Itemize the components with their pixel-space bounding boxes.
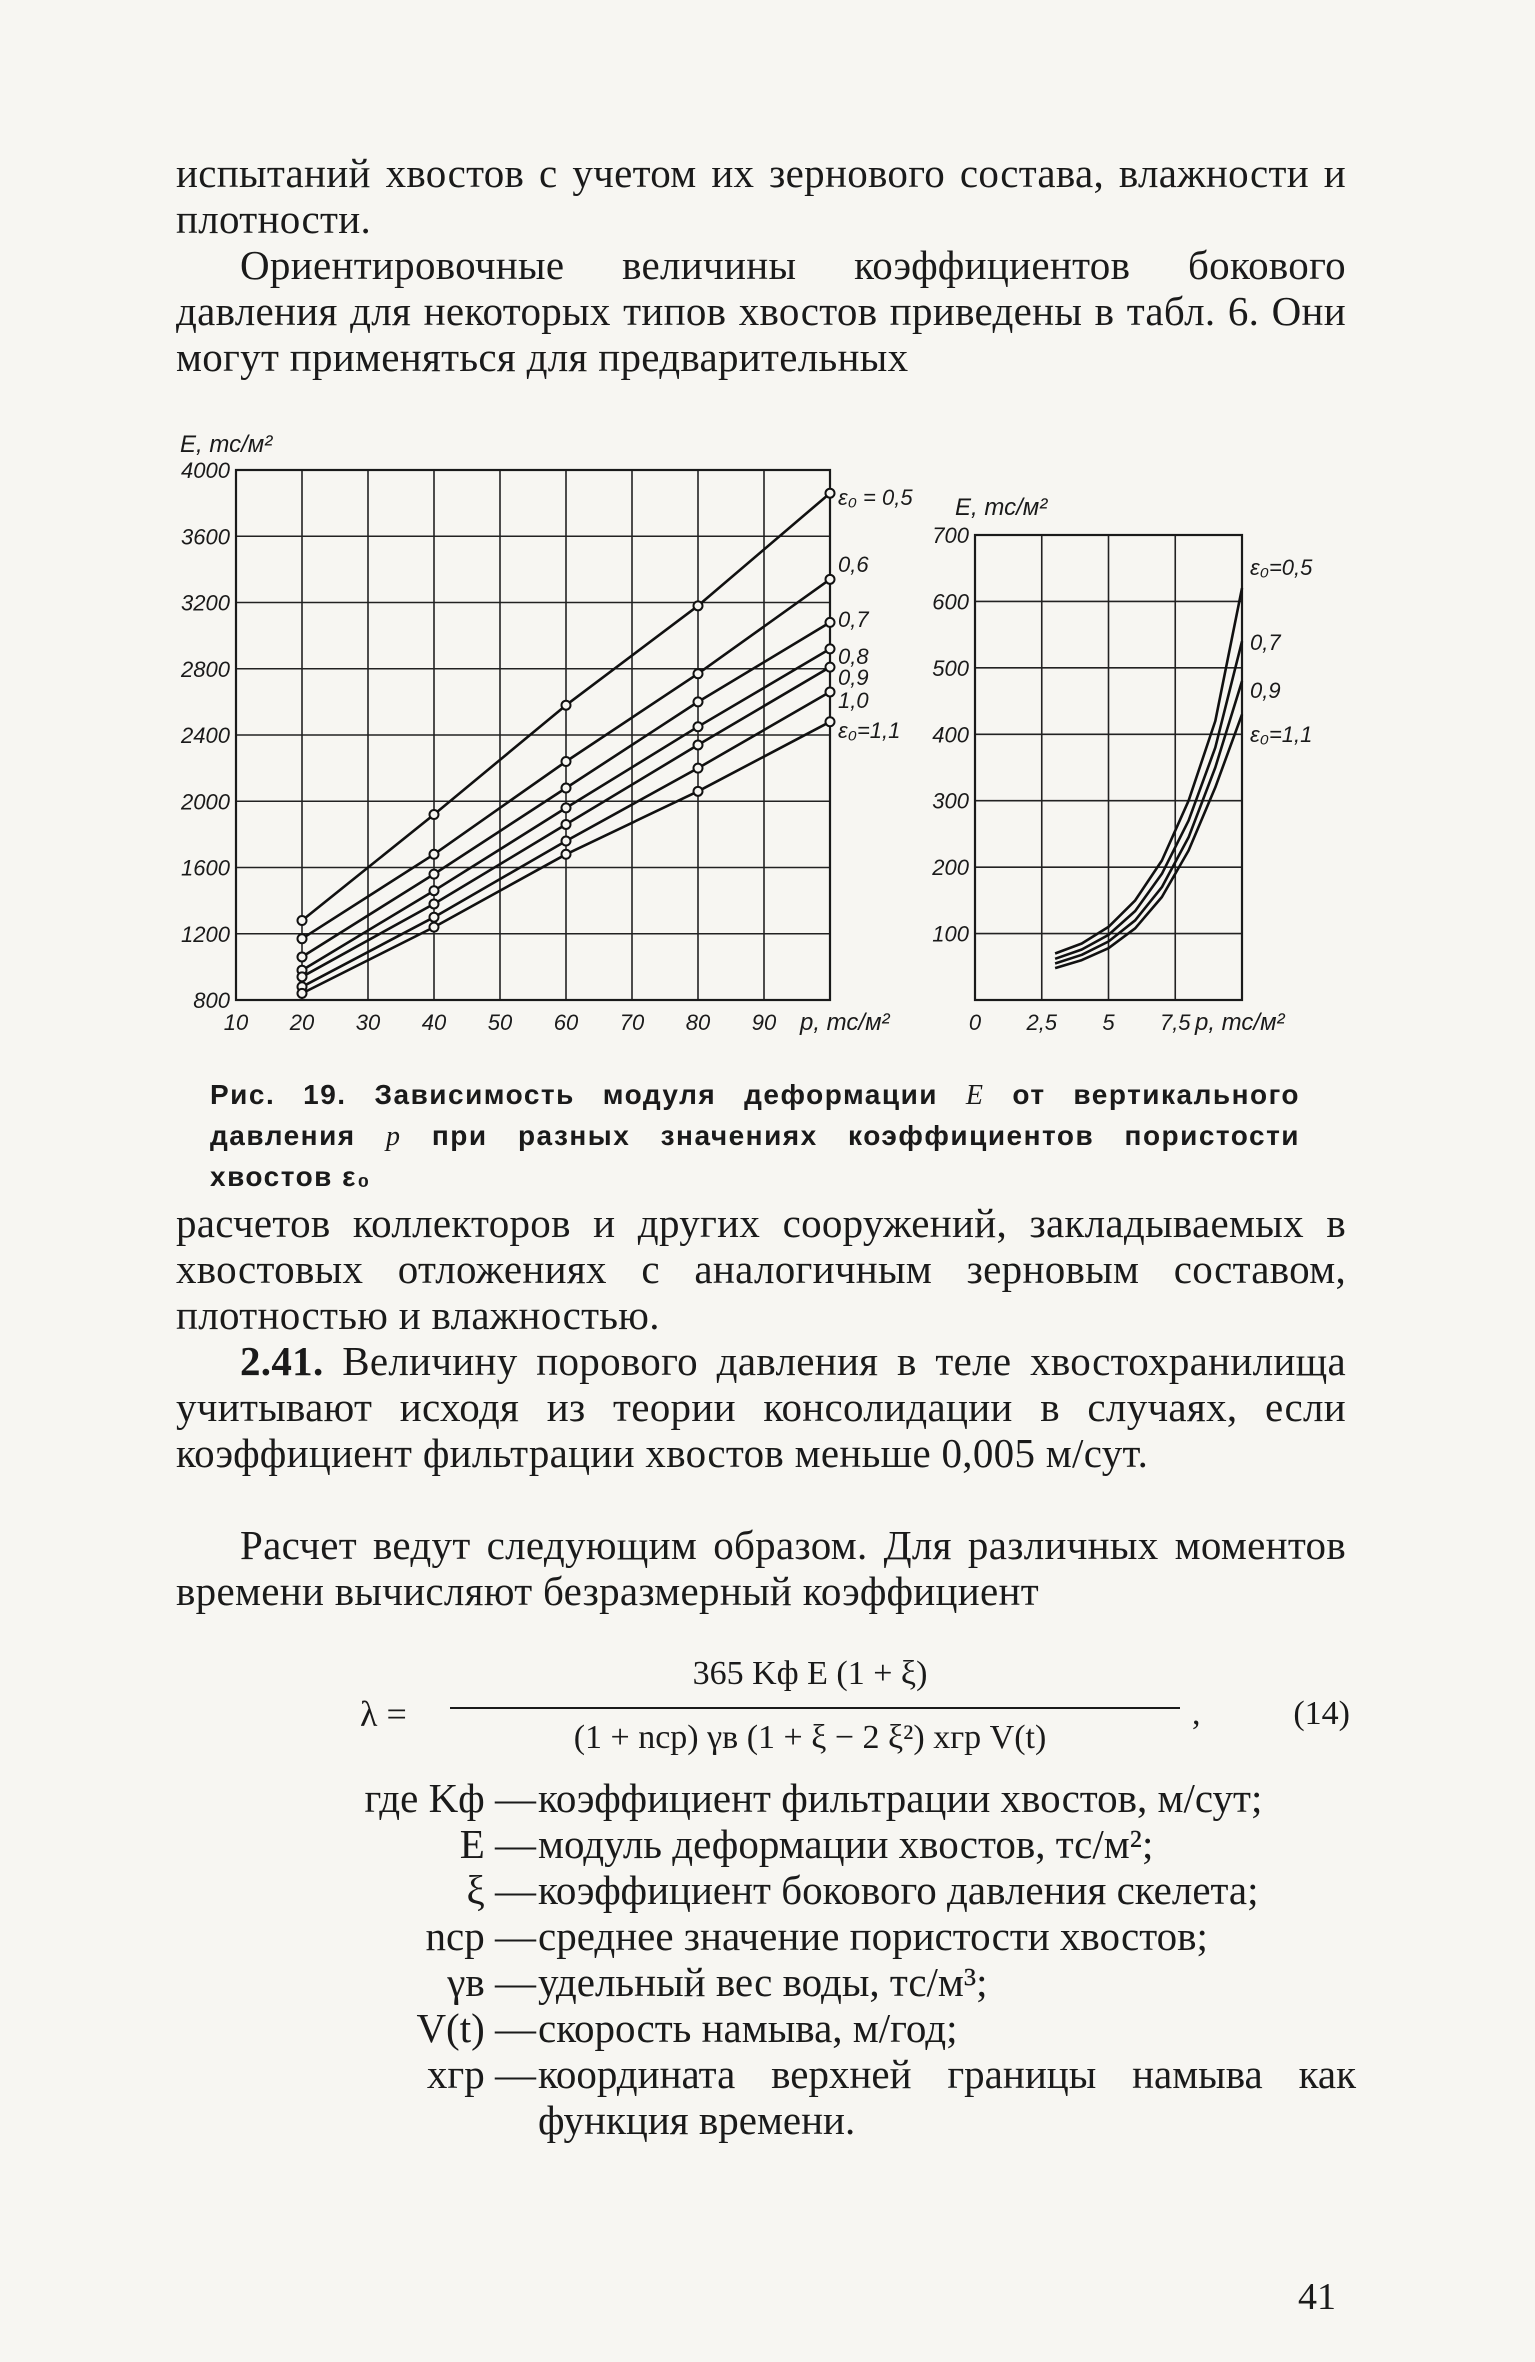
series-label: 0,9	[838, 665, 869, 690]
series-label: 0,6	[838, 552, 869, 577]
definition-text: модуль деформации хвостов, тс/м²;	[538, 1821, 1154, 1867]
data-point	[826, 489, 835, 498]
data-point	[694, 740, 703, 749]
caption-text-2: от вертикального давления	[210, 1079, 1301, 1151]
data-point	[694, 601, 703, 610]
data-point	[562, 850, 571, 859]
section-number: 2.41.	[240, 1338, 324, 1384]
data-point	[562, 803, 571, 812]
definition-row	[176, 1775, 1356, 1821]
data-point	[826, 717, 835, 726]
x-tick-label: 10	[223, 1010, 249, 1035]
data-point	[562, 784, 571, 793]
definition-symbol: где Kф —	[364, 1775, 536, 1821]
definition-text: коэффициент бокового давления скелета;	[538, 1867, 1259, 1913]
x-tick-label: 5	[1102, 1010, 1115, 1035]
y-tick-label: 300	[932, 788, 969, 814]
data-point	[694, 669, 703, 678]
y-tick-label: 1600	[181, 855, 230, 881]
x-tick-label: 80	[685, 1010, 711, 1035]
y-tick-label: 400	[932, 722, 969, 748]
formula-number: (14)	[1293, 1695, 1350, 1732]
fraction-bar	[450, 1707, 1180, 1709]
data-point	[562, 820, 571, 829]
definition-row	[176, 1867, 1356, 1913]
caption-e-symbol: E	[965, 1080, 985, 1111]
data-point	[826, 687, 835, 696]
formula-comma: ,	[1192, 1695, 1201, 1732]
series-label: ε₀=1,1	[838, 718, 901, 743]
x-tick-label: 40	[421, 1010, 447, 1035]
y-tick-label: 1200	[181, 921, 230, 947]
caption-text-3: при разных значениях коэффициентов пористости хвостов ε₀	[210, 1120, 1301, 1192]
x-tick-label: 2,5	[1026, 1010, 1058, 1035]
x-tick-label: 7,5	[1159, 1010, 1191, 1035]
y-axis-label: E, тс/м²	[955, 494, 1048, 521]
series-label: 1,0	[838, 688, 869, 713]
formula-denominator: (1 + nср) γв (1 + ξ − 2 ξ²) xгр V(t)	[573, 1719, 1047, 1756]
data-point	[826, 644, 835, 653]
paragraph-coefficients: Ориентировочные величины коэффициентов бокового давления для некоторых типов хвостов приведены в табл. 6. Они могут применяться для предварительных	[176, 242, 1346, 380]
data-point	[562, 701, 571, 710]
paragraph-calculation-method: Расчет ведут следующим образом. Для различных моментов времени вычисляют безразмерный коэффициент	[176, 1522, 1346, 1614]
definition-symbol: γв —	[447, 1959, 536, 2005]
y-axis-label: E, тс/м²	[180, 431, 273, 458]
x-tick-label: 20	[289, 1010, 315, 1035]
section-text: Величину порового давления в теле хвостохранилища учитывают исходя из теории консолидации в случаях, если коэффициент фильтрации хвостов меньше 0,005 м/сут.	[176, 1338, 1346, 1476]
data-point	[430, 923, 439, 932]
data-point	[430, 870, 439, 879]
definition-symbol: V(t) —	[416, 2005, 536, 2051]
definition-symbol: xгр —	[426, 2051, 536, 2097]
data-point	[694, 697, 703, 706]
series-label: ε₀=0,5	[1250, 555, 1313, 580]
formula-lhs: λ =	[360, 1694, 407, 1734]
y-tick-label: 2000	[181, 789, 230, 815]
data-point	[694, 787, 703, 796]
series-label: 0,8	[838, 644, 869, 669]
y-tick-label: 2800	[181, 656, 230, 682]
data-point	[298, 934, 307, 943]
definition-row	[176, 2005, 1356, 2051]
data-point	[430, 886, 439, 895]
data-point	[298, 972, 307, 981]
y-tick-label: 200	[932, 855, 969, 881]
y-tick-label: 4000	[181, 458, 230, 483]
data-point	[826, 618, 835, 627]
y-tick-label: 600	[932, 589, 969, 615]
series-label: 0,7	[1250, 630, 1281, 655]
paragraph-intro: испытаний хвостов с учетом их зернового состава, влажности и плотности.	[176, 150, 1346, 242]
data-point	[430, 899, 439, 908]
data-point	[826, 663, 835, 672]
data-point	[298, 952, 307, 961]
series-label: 0,7	[838, 607, 869, 632]
figure-19	[0, 0, 1535, 1070]
x-tick-label: 60	[553, 1010, 579, 1035]
formula-14	[350, 1655, 1350, 1775]
x-axis-label: p, тс/м²	[800, 1009, 890, 1036]
caption-label: Рис. 19.	[210, 1079, 347, 1110]
y-tick-label: 2400	[181, 723, 230, 748]
caption-p-symbol: p	[386, 1121, 402, 1152]
definition-text: удельный вес воды, тс/м³;	[538, 1959, 988, 2005]
x-tick-label: 30	[355, 1010, 381, 1035]
y-tick-label: 3600	[181, 524, 230, 550]
figure-caption	[210, 1075, 1300, 1197]
definition-text: скорость намыва, м/год;	[538, 2005, 958, 2051]
definition-symbol: nср —	[425, 1913, 536, 1959]
definition-text: коэффициент фильтрации хвостов, м/сут;	[538, 1775, 1263, 1821]
x-tick-label: 50	[487, 1010, 513, 1035]
formula-numerator: 365 Kф E (1 + ξ)	[692, 1655, 928, 1692]
data-point	[430, 850, 439, 859]
paragraph-2-41	[176, 1338, 1346, 1476]
definition-row	[176, 1959, 1356, 2005]
y-tick-label: 700	[932, 523, 969, 548]
definition-row	[176, 2097, 1356, 2143]
definition-symbol: ξ —	[466, 1867, 536, 1913]
series-label: 0,9	[1250, 678, 1281, 703]
y-tick-label: 3200	[181, 590, 230, 616]
data-point	[694, 722, 703, 731]
y-tick-label: 800	[193, 988, 230, 1013]
x-axis-label: p, тс/м²	[1195, 1009, 1285, 1036]
data-point	[298, 916, 307, 925]
x-tick-label: 90	[751, 1010, 777, 1035]
data-point	[562, 757, 571, 766]
data-point	[430, 810, 439, 819]
x-tick-label: 0	[968, 1010, 982, 1035]
data-point	[430, 913, 439, 922]
definition-text: координата верхней границы намыва как	[538, 2051, 1356, 2097]
data-point	[826, 575, 835, 584]
caption-text-1: Зависимость модуля деформации	[374, 1079, 939, 1110]
chart-left-high-pressure	[180, 431, 913, 1036]
series-label: ε₀=1,1	[1250, 722, 1313, 747]
definitions-list	[176, 1775, 1356, 2143]
data-point	[562, 837, 571, 846]
paragraph-calculations: расчетов коллекторов и других сооружений, закладываемых в хвостовых отложениях с аналогичным зерновым составом, плотностью и влажностью.	[176, 1200, 1346, 1338]
definition-text: функция времени.	[538, 2097, 856, 2143]
series-label: ε₀ = 0,5	[838, 485, 913, 510]
definition-text: среднее значение пористости хвостов;	[538, 1913, 1208, 1959]
definition-row	[176, 2051, 1356, 2097]
data-point	[694, 764, 703, 773]
x-tick-label: 70	[619, 1010, 645, 1035]
data-point	[298, 989, 307, 998]
chart-right-low-pressure	[931, 494, 1313, 1036]
y-tick-label: 500	[932, 655, 969, 681]
definition-row	[176, 1821, 1356, 1867]
definition-row	[176, 1913, 1356, 1959]
page-number: 41	[1298, 2276, 1336, 2318]
y-tick-label: 100	[932, 921, 969, 947]
definition-symbol: E —	[459, 1821, 536, 1867]
